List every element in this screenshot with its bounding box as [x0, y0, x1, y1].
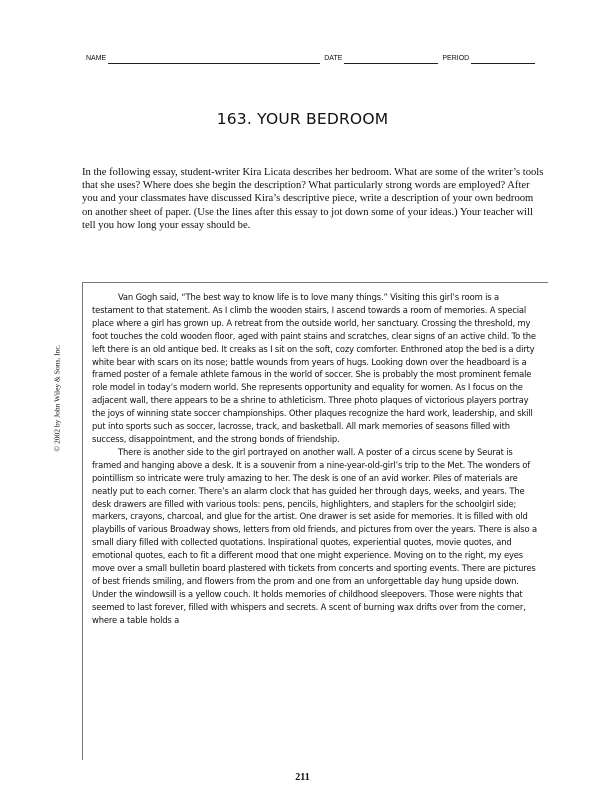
- essay-box: [82, 282, 548, 760]
- intro-paragraph: In the following essay, student-writer Kira Licata describes her bedroom. What are some of the writer’s tools that she uses? Where does she begin the description? What particularly strong words are employed? After you and your classmates have discussed Kira’s descriptive piece, write a description of your own bedroom on another sheet of paper. (Use the lines after this essay to jot down some of your ideas.) Your teacher will tell you how long your essay should be.: [82, 167, 544, 231]
- period-label: PERIOD: [442, 55, 470, 62]
- name-line: [108, 56, 320, 64]
- student-info-header: [86, 54, 546, 64]
- essay-paragraph-1: Van Gogh said, “The best way to know life is to love many things.” Visiting this girl’s room is a testament to that statement. As I climb the wooden stairs, I ascend towards a room of memories. A special place where a girl has grown up. A retreat from the outside world, her sanctuary. Crossing the threshold, my foot touches the cold wooden floor, aged with paint stains and scratches, clear signs of an active child. To the left there is an old antique bed. It creaks as I sit on the soft, cozy comforter. Enthroned atop the bed is a dirty white bear with scars on its nose; battle wounds from years of hugs. Looking down over the headboard is a framed poster of a female athlete famous in the world of soccer. She is probably the most prominent female role model in today’s modern world. She represents opportunity and equality for women. As I focus on the adjacent wall, there appears to be a shrine to athleticism. Three photo plaques of victorious players portray the joys of winning state soccer championships. Other plaques recognize the hard work, leadership, and skill put into sports such as soccer, lacrosse, track, and basketball. All mark memories of seasons filled with success, disappointment, and the strong bonds of friendship.: [92, 292, 536, 444]
- page-number: 211: [295, 772, 310, 783]
- period-line: [471, 56, 535, 64]
- copyright-notice: © 2002 by John Wiley & Sons, Inc.: [52, 344, 62, 452]
- date-line: [344, 56, 438, 64]
- page-title: 163. YOUR BEDROOM: [216, 110, 389, 128]
- name-label: NAME: [86, 55, 107, 62]
- date-label: DATE: [324, 55, 343, 62]
- essay-paragraph-2: There is another side to the girl portrayed on another wall. A poster of a circus scene by Seurat is framed and hanging above a desk. It is a souvenir from a nine-year-old-girl’s trip to the Met. The wonders of pointillism so intricate were truly amazing to her. The desk is one of an avid worker. Piles of materials are neatly put to each corner. There’s an alarm clock that has guided her through days, weeks, and years. The desk drawers are filled with various tools: pens, pencils, highlighters, and staplers for the schoolgirl side; markers, crayons, charcoal, and glue for the artist. One drawer is set aside for memories. It is filled with old playbills of various Broadway shows, letters from old friends, and pictures from over the years. There is also a small diary filled with collected quotations. Inspirational quotes, experiential quotes, movie quotes, and emotional quotes, each to fit a different mood that one might experience. Moving on to the right, my eyes move over a small bulletin board plastered with tickets from concerts and sporting events. There are pictures of best friends smiling, and flowers from the prom and one from an unforgettable day hung upside down. Under the windowsill is a yellow couch. It holds memories of childhood sleepovers. Those were nights that seemed to last forever, filled with whispers and secrets. A scent of burning wax drifts over from the corner, where a table holds a: [92, 446, 537, 625]
